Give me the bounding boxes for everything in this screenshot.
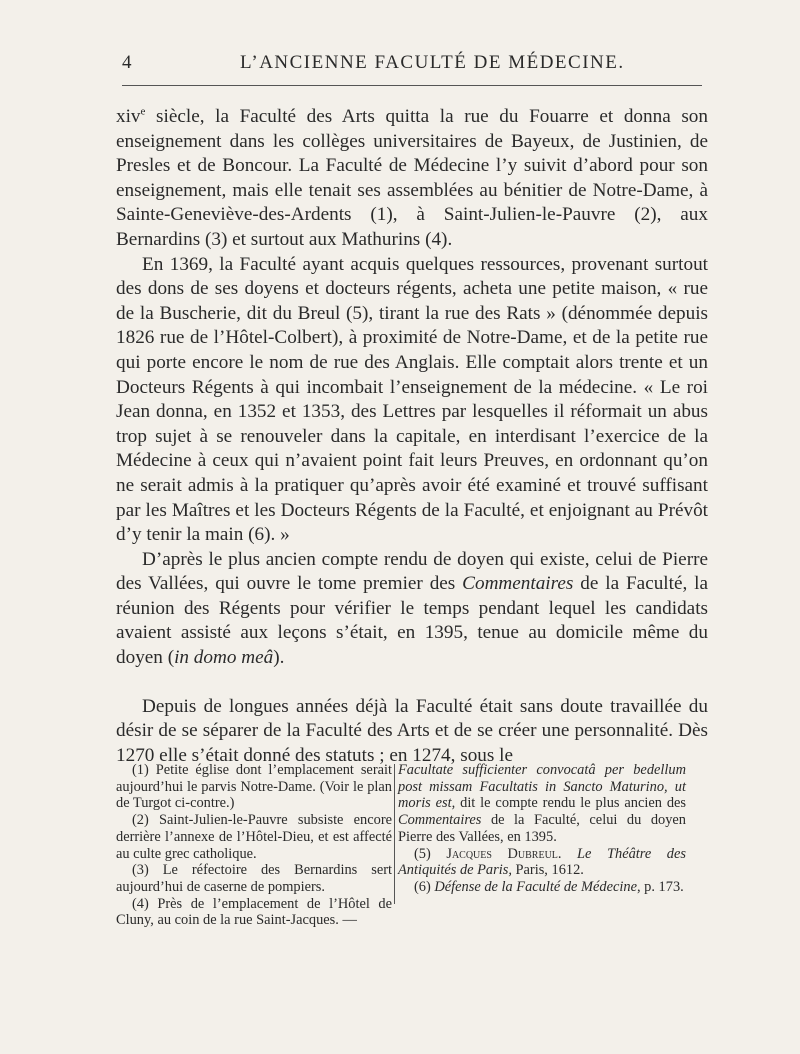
paragraph-1-text: siècle, la Faculté des Arts quitta la rue du Fouarre et donna son enseignement dans les collèges universitaires de Bayeux, de Justinien, de Presles et de Boncour. La Faculté de Médecine l’y suivit d’abord pour son enseignement, mais elle tenait ses assemblées au bénitier de Notre-Dame, à Sainte-Geneviève-des-Ardents (1), à Saint-Julien-le-Pauvre (2), aux Bernardins (3) et surtout aux Mathurins (4). [116,106,708,250]
footnote-4-text-end: de la Faculté, celui du doyen Pierre des Vallées, en 1395. [398,812,686,845]
footnote-6-number: (6) [414,878,435,895]
footnote-4-text: dit le compte rendu le plus ancien des [455,795,687,812]
footnote-4-continuation [398,762,686,846]
header-rule [122,85,702,86]
running-title: L’ANCIENNE FACULTÉ DE MÉDECINE. [240,52,625,73]
footnote-6-page: , p. 173. [636,878,684,895]
footnote-4-commentaires: Commentaires [398,812,482,829]
paragraph-4: Depuis de longues années déjà la Faculté était sans doute travaillée du désir de se séparer de la Faculté des Arts et de se créer une personnalité. Dès 1270 elle s’était donné des statuts ; en 1274, sous le [116,695,708,766]
paragraph-3-text-c: de la Faculté, la réunion des Régents pour vérifier le temps pendant lequel les candidats avaient assisté aux leçons s’était, en 1395, tenue au domicile même du doyen ( [116,573,709,669]
century-numeral: xiv [116,106,141,127]
footnote-3: (3) Le réfectoire des Bernardins sert aujourd’hui de caserne de pompiers. [116,862,392,895]
footnote-column-divider [394,764,395,904]
footnote-5-number: (5) [414,845,447,862]
footnote-2: (2) Saint-Julien-le-Pauvre subsiste encore derrière l’annexe de l’Hôtel-Dieu, et est affecté au culte grec catholique. [116,812,392,862]
footnote-5-imprint: Paris, 1612. [511,862,584,879]
body-text [116,105,708,768]
paragraph-3-italic-latin: in domo meâ [174,647,274,669]
footnote-5-title: Le Théâtre des Antiquités de Paris, [398,845,686,879]
footnote-1: (1) Petite église dont l’emplacement serait aujourd’hui le parvis Notre-Dame. (Voir le plan de Turgot ci-contre.) [116,762,392,812]
paragraph-1 [116,105,708,253]
footnote-5 [398,846,686,879]
paragraph-3-text-e: ). [273,647,285,669]
paragraph-3 [116,548,708,671]
footnote-6-title: Défense de la Faculté de Médecine [434,878,637,895]
footnotes-right-column [398,762,686,896]
footnote-6 [398,879,686,896]
footnote-4-latin: Facultate sufficienter convocatâ per bedellum post missam Facultatis in Sancto Maturino, ut moris est, [398,762,686,812]
paragraph-3-italic-commentaires: Commentaires [462,573,574,595]
footnote-4: (4) Près de l’emplacement de l’Hôtel de Cluny, au coin de la rue Saint-Jacques. — [116,895,392,929]
footnotes [116,762,708,929]
paragraph-2: En 1369, la Faculté ayant acquis quelques ressources, provenant surtout des dons de ses doyens et docteurs régents, acheta une petite maison, « rue de la Buscherie, dit du Breul (5), tirant la rue des Rats » (dénommée depuis 1826 rue de l’Hôtel-Colbert), à proximité de Notre-Dame, et de la petite rue qui porte encore le nom de rue des Anglais. Elle comptait alors trente et un Docteurs Régents à qui incombait l’enseignement de la médecine. « Le roi Jean donna, en 1352 et 1353, des Lettres par lesquelles il réformait un abus trop sujet à se renouveler dans la capitale, en interdisant l’exercice de la Médecine à ceux qui n’avaient point fait leurs Preuves, en ordonnant qu’on ne serait admis à la pratiquer qu’après avoir été examiné et trouvé suffisant par les Maîtres et les Docteurs Régents de la Faculté, et enjoignant au Prévôt d’y tenir la main (6). » [116,253,708,546]
footnotes-left-column [116,762,392,929]
page-number: 4 [122,52,132,73]
century-superscript: e [140,105,146,118]
running-head [122,52,702,82]
paragraph-3-text-a: D’après le plus ancien compte rendu de doyen qui existe, celui de Pierre des Vallées, qui ouvre le tome premier des [116,548,708,595]
footnote-5-author: Jacques Dubreul. [446,845,562,862]
